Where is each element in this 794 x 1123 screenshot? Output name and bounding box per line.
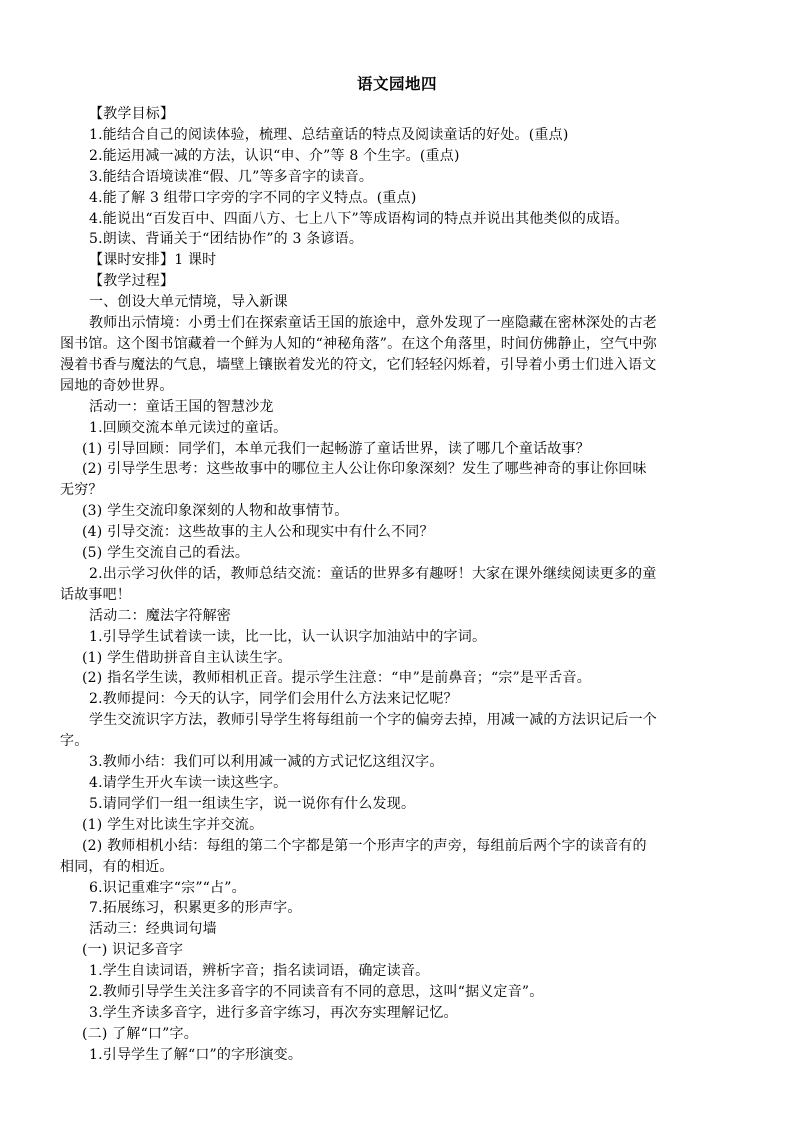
text-line: 漫着书香与魔法的气息，墙壁上镶嵌着发光的符文，它们轻轻闪烁着，引导着小勇士们进入语文 (60, 356, 657, 373)
text-line: 4.能了解 3 组带口字旁的字不同的字义特点。(重点) (89, 189, 417, 206)
text-line: 2.教师引导学生关注多音字的不同读音有不同的意思，这叫“据义定音”。 (89, 984, 544, 1001)
text-line: 无穷？ (60, 482, 103, 499)
text-line: 3.教师小结：我们可以利用减一减的方式记忆这组汉字。 (89, 754, 444, 771)
text-line: 1.回顾交流本单元读过的童话。 (89, 419, 288, 436)
text-line: 4.能说出“百发百中、四面八方、七上八下”等成语构词的特点并说出其他类似的成语。 (89, 210, 629, 227)
text-line: 活动三：经典词句墙 (89, 921, 217, 938)
text-line: 话故事吧！ (60, 586, 131, 603)
text-line: 字。 (60, 733, 89, 750)
text-line: (一) 识记多音字 (82, 942, 184, 959)
text-line: (二) 了解“口”字。 (82, 1025, 198, 1042)
text-line: (3) 学生交流印象深刻的人物和故事情节。 (82, 503, 349, 520)
text-line: 【课时安排】1 课时 (89, 252, 217, 269)
text-line: (2) 指名学生读，教师相机正音。提示学生注意：“申”是前鼻音；“宗”是平舌音。 (82, 670, 591, 687)
text-line: 4.请学生开火车读一读这些字。 (89, 775, 288, 791)
text-line: 2.出示学习伙伴的话，教师总结交流：童话的世界多有趣呀！大家在课外继续阅读更多的童 (89, 565, 657, 582)
text-line: 园地的奇妙世界。 (60, 377, 174, 394)
text-line: 1.引导学生了解“口”的字形演变。 (89, 1046, 303, 1063)
text-line: 活动一：童话王国的智慧沙龙 (89, 398, 274, 415)
text-line: 学生交流识字方法，教师引导学生将每组前一个字的偏旁去掉，用减一减的方法识记后一个 (89, 712, 657, 729)
text-line: 【教学过程】 (89, 273, 175, 290)
text-line: 活动二：魔法字符解密 (89, 607, 231, 624)
text-line: 3.学生齐读多音字，进行多音字练习，再次夯实理解记忆。 (89, 1004, 458, 1021)
text-line: 6.识记重难字“宗”“占”。 (89, 879, 246, 896)
text-line: (1) 学生对比读生字并交流。 (82, 816, 264, 833)
text-line: (2) 引导学生思考：这些故事中的哪位主人公让你印象深刻？发生了哪些神奇的事让你回味 (82, 461, 647, 478)
text-line: 【教学目标】 (89, 106, 175, 122)
text-line: (5) 学生交流自己的看法。 (82, 545, 250, 562)
text-line: 图书馆。这个图书馆藏着一个鲜为人知的“神秘角落”。在这个角落里，时间仿佛静止，空气中弥 (60, 335, 657, 352)
text-line: 相同，有的相近。 (60, 858, 174, 875)
document-body (60, 104, 740, 1066)
text-line: 1.能结合自己的阅读体验，梳理、总结童话的特点及阅读童话的好处。(重点) (89, 126, 569, 143)
text-line: (1) 学生借助拼音自主认读生字。 (82, 649, 292, 666)
text-line: 3.能结合语境读准“假、几”等多音字的读音。 (89, 168, 374, 185)
text-line: 教师出示情境：小勇士们在探索童话王国的旅途中，意外发现了一座隐藏在密林深处的古老 (89, 315, 657, 332)
text-line: 5.朗读、背诵关于“团结协作”的 3 条谚语。 (89, 231, 364, 248)
text-line: 2.教师提问：今天的认字，同学们会用什么方法来记忆呢？ (89, 691, 458, 708)
text-line: 1.引导学生试着读一读，比一比，认一认识字加油站中的字词。 (89, 628, 487, 645)
page-title: 语文园地四 (356, 75, 437, 93)
text-line: 7.拓展练习，积累更多的形声字。 (89, 900, 302, 917)
text-line: 1.学生自读词语，辨析字音；指名读词语，确定读音。 (89, 963, 430, 980)
text-line: 5.请同学们一组一组读生字，说一说你有什么发现。 (89, 795, 416, 812)
text-line: (4) 引导交流：这些故事的主人公和现实中有什么不同？ (82, 524, 434, 541)
text-line: (2) 教师相机小结：每组的第二个字都是第一个形声字的声旁，每组前后两个字的读音有的 (82, 837, 647, 854)
text-line: (1) 引导回顾：同学们，本单元我们一起畅游了童话世界，读了哪几个童话故事？ (82, 440, 590, 457)
text-line: 一、创设大单元情境，导入新课 (89, 294, 288, 311)
text-line: 2.能运用减一减的方法，认识“申、介”等 8 个生字。(重点) (89, 147, 460, 164)
